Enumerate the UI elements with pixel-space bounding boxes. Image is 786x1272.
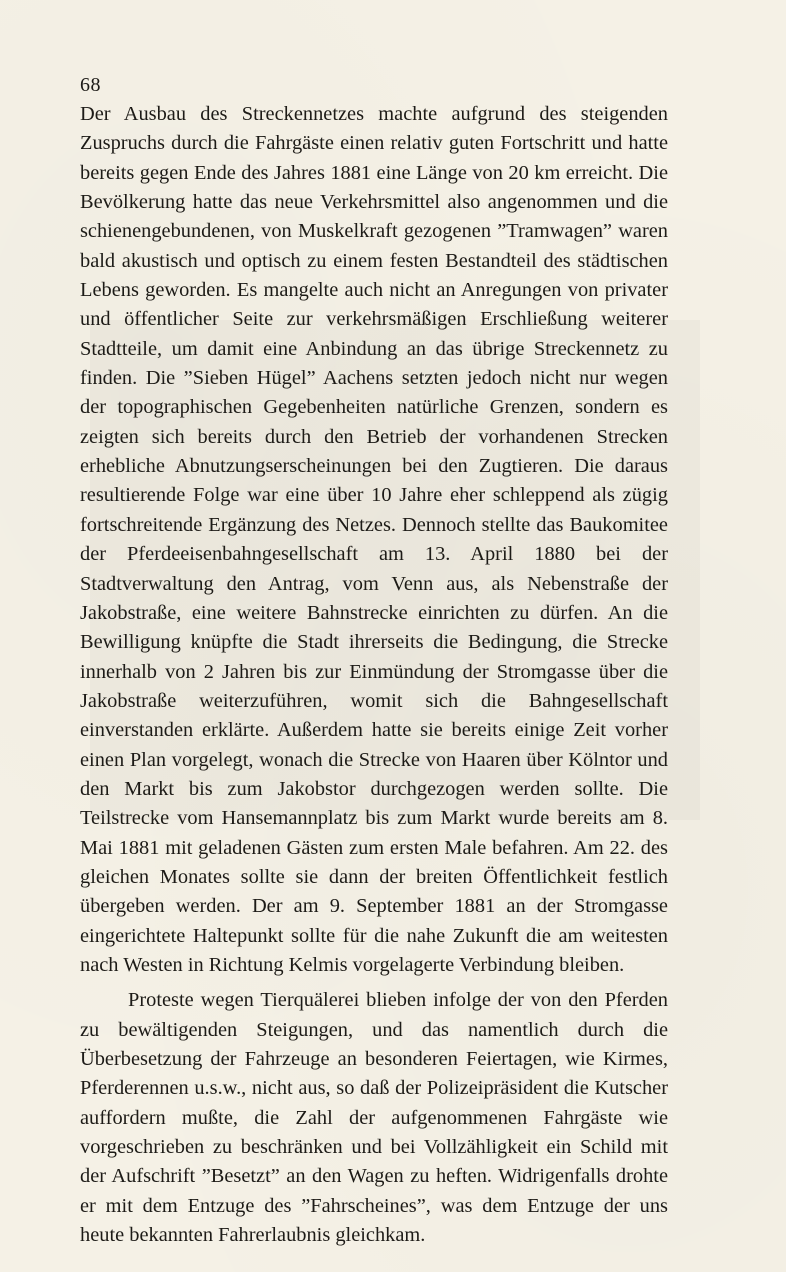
paragraph-2: Proteste wegen Tierquälerei blieben infolge der von den Pferden zu bewältigenden Steigungen, und das namentlich durch die Überbesetzung der Fahrzeuge an besonderen Feiertagen, wie Kirmes, Pferderennen u.s.w., nicht aus, so daß der Polizeipräsident die Kutscher auffordern mußte, die Zahl der aufgenommenen Fahrgäste wie vorgeschrieben zu beschränken und bei Vollzähligkeit ein Schild mit der Aufschrift ”Besetzt” an den Wagen zu heften. Widrigenfalls drohte er mit dem Entzuge des ”Fahrscheines”, was dem Entzuge der uns heute bekannten Fahrerlaubnis gleichkam.	[80, 989, 668, 1247]
paragraph-1: Der Ausbau des Streckennetzes machte aufgrund des steigenden Zuspruchs durch die Fahrgäste einen relativ guten Fortschritt und hatte bereits gegen Ende des Jahres 1881 eine Länge von 20 km erreicht. Die Bevölkerung hatte das neue Verkehrsmittel also angenommen und die schienengebundenen, von Muskelkraft gezogenen ”Tramwagen” waren bald akustisch und optisch zu einem festen Bestandteil des städtischen Lebens geworden. Es mangelte auch nicht an Anregungen von privater und öffentlicher Seite zur verkehrsmäßigen Erschließung weiterer Stadtteile, um damit eine Anbindung an das übrige Streckennetz zu finden. Die ”Sieben Hügel” Aachens setzten jedoch nicht nur wegen der topographischen Gegebenheiten natürliche Grenzen, sondern es zeigten sich bereits durch den Betrieb der vorhandenen Strecken erhebliche Abnutzungserscheinungen bei den Zugtieren. Die daraus resultierende Folge war eine über 10 Jahre eher schleppend als zügig fortschreitende Ergänzung des Netzes. Dennoch stellte das Baukomitee der Pferdeeisenbahngesellschaft am 13. April 1880 bei der Stadtverwaltung den Antrag, vom Venn aus, als Nebenstraße der Jakobstraße, eine weitere Bahnstrecke einrichten zu dürfen. An die Bewilligung knüpfte die Stadt ihrerseits die Bedingung, die Strecke innerhalb von 2 Jahren bis zur Einmündung der Stromgasse über die Jakobstraße weiterzuführen, womit sich die Bahngesellschaft einverstanden erklärte. Außerdem hatte sie bereits einige Zeit vorher einen Plan vorgelegt, wonach die Strecke von Haaren über Kölntor und den Markt bis zum Jakobstor durchgezogen werden sollte. Die Teilstrecke vom Hansemannplatz bis zum Markt wurde bereits am 8. Mai 1881 mit geladenen Gästen zum ersten Male befahren. Am 22. des gleichen Monates sollte sie dann der breiten Öffentlichkeit festlich übergeben werden. Der am 9. September 1881 an der Stromgasse eingerichtete Haltepunkt sollte für die nahe Zukunft die am weitesten nach Westen in Richtung Kelmis vorgelagerte Verbindung bleiben.	[80, 103, 668, 976]
body-text	[80, 100, 668, 1250]
page-number: 68	[80, 74, 101, 96]
